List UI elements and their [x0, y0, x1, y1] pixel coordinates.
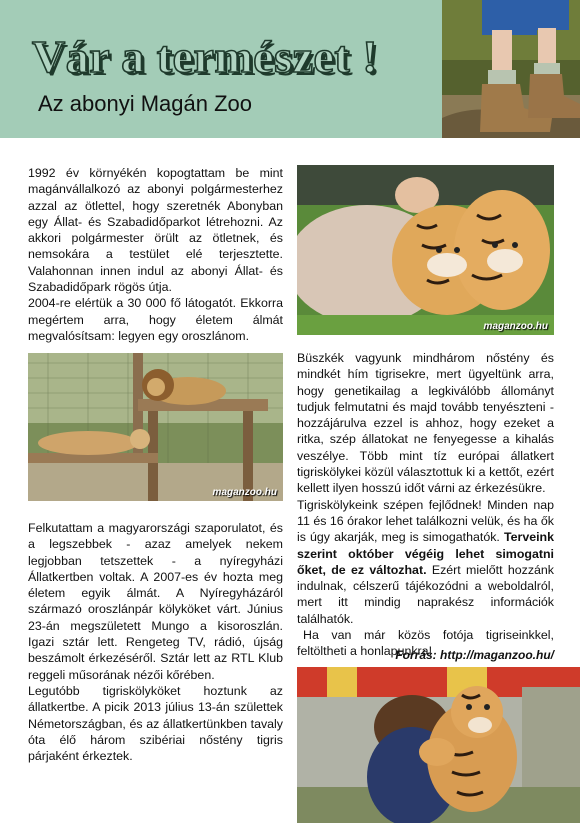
paragraph-text: Ezért mielőtt hozzánk indulnak, célszerű tájékozódni a weboldalról, mert itt mindig naprakész információk találhatók.	[297, 562, 554, 626]
tiger-hug-photo	[297, 667, 580, 823]
paragraph	[297, 497, 554, 627]
article-column-left-top	[28, 165, 283, 344]
paragraph: Felkutattam a magyarországi szaporulatot, és a legszebbek - azaz amelyek nekem legjobban tetszettek - a nyíregyházi Állatkertben voltak. A 2007-es év hozta meg életem egyik álmát. A Nyíregyházáról származó oroszlánpár kölyköket várt. Június 23-án megszületett Mungo a kisoroszlán. Igazi sztár lett. Rengeteg TV, rádió, újság beszámolt érkezéséről. Sztár lett az RTL Klub reggeli műsorának nézői kőrében.	[28, 521, 283, 682]
photo-credit: maganzoo.hu	[212, 487, 277, 498]
paragraph-text: Tigriskölykeink szépen fejlődnek! Minden nap 11 és 16 órakor lehet találkozni velük, és ha ők is úgy akarják, meg is simogathatók.	[297, 497, 554, 545]
photo-credit: maganzoo.hu	[483, 321, 548, 332]
paragraph: Ha van már közös fotója tigriseinkkel, feltöltheti a honlapunkra!	[297, 628, 554, 659]
paragraph: 2004-re elértük a 30 000 fő látogatót. Ekkorra megértem arra, hogy életem álmát megvalósítsam: legyen egy oroszlánom.	[28, 296, 283, 343]
page-subtitle: Az abonyi Magán Zoo	[38, 91, 253, 116]
paragraph: 1992 év környékén kopogtattam be mint magánvállalkozó az abonyi polgármesterhez azzal az ötlettel, hogy szeretnék Abonyban egy Állat- és Szabadidőparkot létrehozni. Az akkori polgármester örült az ötletnek, és nemsokára a testület elé terjesztette. Valahonnan innen indul az abonyi Állat- és Szabadidőpark rögös útja.	[28, 166, 283, 295]
page-title: Vár a természet !	[32, 31, 379, 82]
header-photo-boots	[442, 0, 580, 138]
article-column-left-bottom	[28, 520, 283, 764]
highlighted-text: Terveink szerint október végéig lehet simogatni őket, de ez változhat.	[297, 530, 554, 577]
lions-photo	[28, 353, 283, 501]
tiger-cubs-photo	[297, 165, 554, 335]
header-banner	[0, 0, 580, 138]
paragraph: Büszkék vagyunk mindhárom nőstény és mindkét hím tigrisekre, mert ügyeltünk arra, hogy genetikailag a legkiválóbb állományt tudjuk felmutatni és majd tovább tenyészteni - hozzájárulva ezzel is ahhoz, hogy ezeket a ritka, szép állatokat ne fenyegesse a kihalás veszélye. Több mint tíz európai állatkert tigriskölykei közül választottuk ki a kettőt, ezért kellett ilyen hosszú időt várni az érkezésükre.	[297, 351, 554, 496]
paragraph: Legutóbb tigriskölyköket hoztunk az állatkertbe. A picik 2013 július 13-án születtek Németországban, és az állatkertünkben tavaly óta élő három szibériai nőstény tigris párjaként érkeztek.	[28, 683, 283, 764]
source-credit: Forrás: http://maganzoo.hu/	[395, 648, 554, 662]
article-column-right	[297, 350, 554, 660]
